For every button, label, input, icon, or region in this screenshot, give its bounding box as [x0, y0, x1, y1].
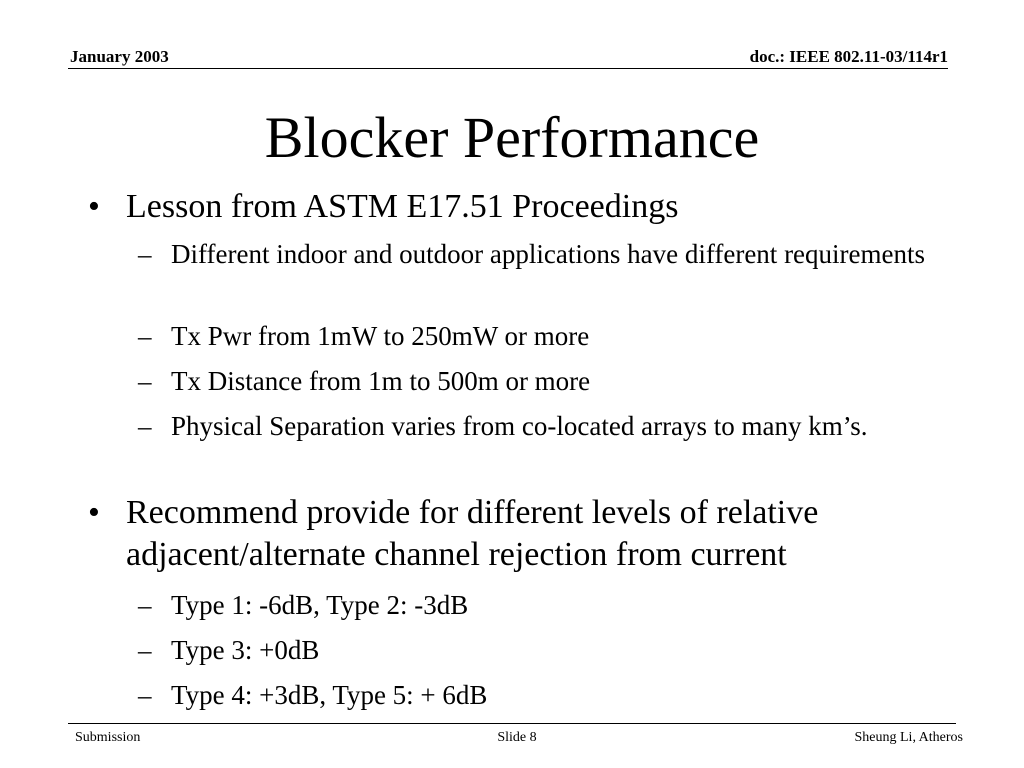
- dash-glyph: –: [138, 411, 152, 441]
- sub-bullet-text: Physical Separation varies from co-located arrays to many km’s.: [171, 411, 868, 441]
- footer-slide-number: Slide 8: [497, 730, 537, 745]
- bullet-glyph: •: [88, 494, 100, 531]
- sub-bullet-item: [138, 677, 948, 713]
- slide-title: Blocker Performance: [264, 105, 760, 170]
- sub-bullet-item: [138, 408, 948, 444]
- dash-glyph: –: [138, 680, 152, 710]
- dash-glyph: –: [138, 239, 152, 269]
- sub-bullet-text: Type 3: +0dB: [171, 635, 320, 665]
- dash-glyph: –: [138, 590, 152, 620]
- sub-bullet-text: Tx Pwr from 1mW to 250mW or more: [171, 321, 590, 351]
- bullet-glyph: •: [88, 188, 100, 225]
- bullet-text: Recommend provide for different levels of relative adjacent/alternate channel rejection from current: [126, 494, 819, 573]
- sub-bullet-item: [138, 363, 948, 399]
- sub-bullet-text: Type 1: -6dB, Type 2: -3dB: [171, 590, 469, 620]
- dash-glyph: –: [138, 321, 152, 351]
- sub-bullet-item: [138, 587, 948, 623]
- footer-submission: Submission: [75, 730, 141, 745]
- footer-divider: [68, 723, 956, 724]
- header-date: January 2003: [70, 47, 169, 66]
- footer-author: Sheung Li, Atheros: [854, 730, 963, 745]
- bullet-text: Lesson from ASTM E17.51 Proceedings: [126, 188, 679, 225]
- dash-glyph: –: [138, 635, 152, 665]
- sub-bullet-item: [138, 236, 948, 272]
- sub-bullet-text: Tx Distance from 1m to 500m or more: [171, 366, 591, 396]
- dash-glyph: –: [138, 366, 152, 396]
- bullet-item: [88, 492, 958, 576]
- header-doc-number: doc.: IEEE 802.11-03/114r1: [749, 47, 948, 66]
- sub-bullet-item: [138, 318, 948, 354]
- bullet-item: [88, 186, 958, 228]
- sub-bullet-text: Type 4: +3dB, Type 5: + 6dB: [171, 680, 488, 710]
- sub-bullet-text: Different indoor and outdoor applications have different requirements: [171, 239, 926, 269]
- sub-bullet-item: [138, 632, 948, 668]
